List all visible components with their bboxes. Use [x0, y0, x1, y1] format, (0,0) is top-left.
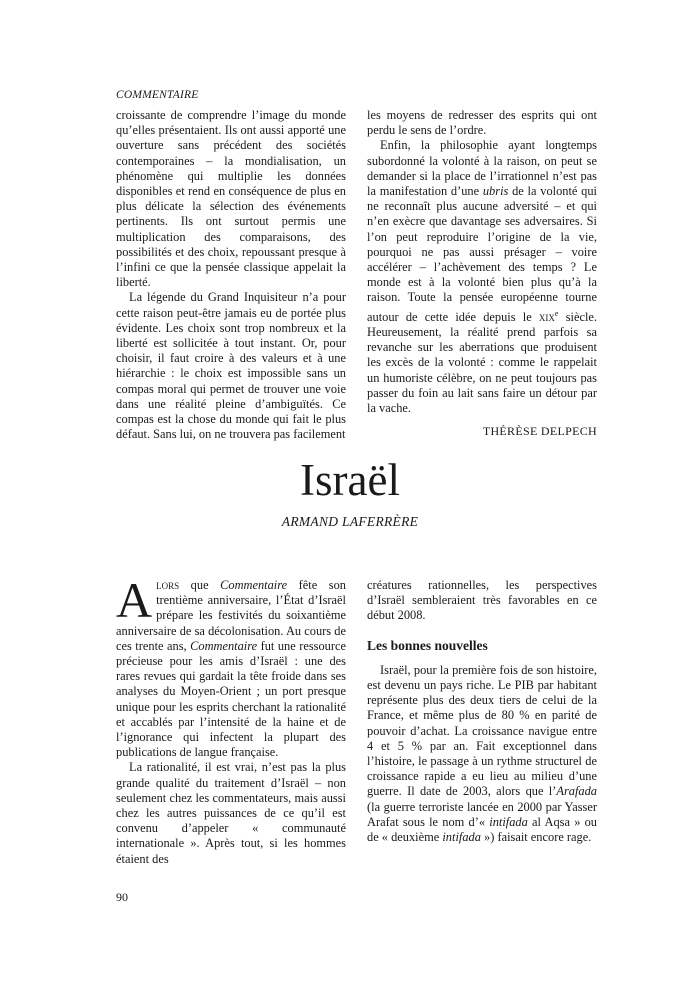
author-signature: THÉRÈSE DELPECH — [482, 424, 597, 439]
text-run: Israël, pour la première fois de son histoire, est devenu un pays riche. Le PIB par habitant représente plus des deux tiers de celui de la France, et même plus de 80 % en parité de pouvoir d’achat. La croissance navigue entre 4 et 5 % par an. Fait exceptionnel dans l’histoire, le passage à un rythme structurel de croissance rapide a eu lieu au milieu d’une guerre. Il date de 2003, alors que l’ — [367, 662, 597, 799]
section-heading: Les bonnes nouvelles — [367, 637, 488, 653]
text-run: al Aqsa » ou de « deuxième — [367, 814, 598, 845]
text-run: de la volonté qui ne reconnaît plus aucune adversité – et qui n’en exècre que davantage ses adversaires. Si l’on peut reproduire l’origine de la vie, pourquoi ne pas aussi présager – voire accélérer – l’achèvement des temps ? Le monde est à la volonté bien plus qu’à la raison. Toute la pensée européenne tourne autour de cette idée depuis le — [367, 184, 597, 324]
emphasis: intifada — [489, 814, 528, 829]
previous-article-left-column — [116, 108, 346, 442]
century-numeral: xix — [538, 309, 555, 324]
paragraph: les moyens de redresser des esprits qui ont perdu le sens de l’ordre. — [367, 108, 597, 138]
emphasis: Arafada — [556, 784, 597, 799]
paragraph: créatures rationnelles, les perspectives d’Israël sembleraient très favorables en ce début 2008. — [367, 578, 597, 623]
superscript: e — [554, 308, 559, 318]
opening-paragraph — [116, 572, 347, 760]
emphasis: ubris — [482, 184, 509, 199]
paragraph: La légende du Grand Inquisiteur n’a pour cette raison peut-être jamais eu de portée plus évidente. Les choix sont trop nombreux et la liberté est sollicitée à tout instant. Or, pour choisir, il faut croire à des valeurs et à une hiérarchie : le choix est impossible sans un compas moral qui permet de trouver une voie dans une réalité pleine d’ambiguïtés. Ce compas est la chose du monde qui fait le plus défaut. Sans lui, on ne trouvera pas facilement — [116, 290, 346, 442]
article-author: ARMAND LAFERRÈRE — [281, 514, 419, 529]
paragraph: La rationalité, il est vrai, n’est pas la plus grande qualité du traitement d’Israël – non seulement chez les commentateurs, mais aussi chez les autres puissances de ce qu’il est convenu d’appeler « communauté internationale ». Après tout, si les hommes étaient des — [116, 760, 346, 866]
emphasis: intifada — [442, 830, 481, 845]
text-run: (la guerre terroriste lancée en 2000 par Yasser Arafat sous le nom d’« — [367, 799, 597, 829]
emphasis: Commentaire — [220, 578, 288, 592]
text-run: Enfin, la philosophie ayant longtemps subordonné la volonté à la raison, on peut se demander si la place de l’irrationnel n’est pas la manifestation d’une — [367, 138, 597, 199]
paragraph — [367, 138, 597, 416]
text-run: lors — [156, 578, 180, 592]
text-run: fête son trentième anniversaire, l’État d’Israël prépare les festivités du soixantième anniversaire de sa décolonisation. Au cours de ces trente ans, — [116, 578, 346, 653]
drop-cap: A — [116, 572, 153, 628]
text-run: fut une ressource précieuse pour les amis d’Israël : une des rares revues qui gardait la tête froide dans ses analyses du Moyen-Orient ; un port presque unique pour les esprits cherchant la rationalité et accablés par l’intensité de la haine et de l’ignorance qui infectent la plupart des publications de langue française. — [116, 638, 347, 760]
emphasis: Commentaire — [190, 638, 258, 653]
previous-article-right-column — [367, 108, 597, 439]
text-run: ») faisait encore rage. — [480, 830, 592, 845]
article-right-column — [367, 578, 597, 845]
running-head: COMMENTAIRE — [116, 89, 199, 101]
paragraph: croissante de comprendre l’image du monde qu’elles présentaient. Ils ont aussi apporté une ouverture sans précédent des sociétés contemporaines – la mondialisation, un phénomène qui multiplie les données disponibles et rend en conséquence de plus en plus délicate la sélection des événements pertinents. Ils ont surtout permis une multiplication des comparaisons, des possibilités et des choix, repoussant presque à l’infini ce que la pensée classique appelait la liberté. — [116, 108, 346, 290]
paragraph — [367, 663, 597, 845]
article-title: Israël — [300, 455, 400, 506]
article-left-column — [116, 572, 347, 867]
text-run: que — [179, 578, 221, 592]
text-run: siècle. Heureusement, la réalité prend parfois sa revanche sur les aberrations que produisent les excès de la volonté : comme le rappelait un humoriste célèbre, on ne peut toujours pas passer du foin au lait sans faire un détour par la vache. — [367, 309, 597, 415]
page-number: 90 — [116, 890, 128, 904]
